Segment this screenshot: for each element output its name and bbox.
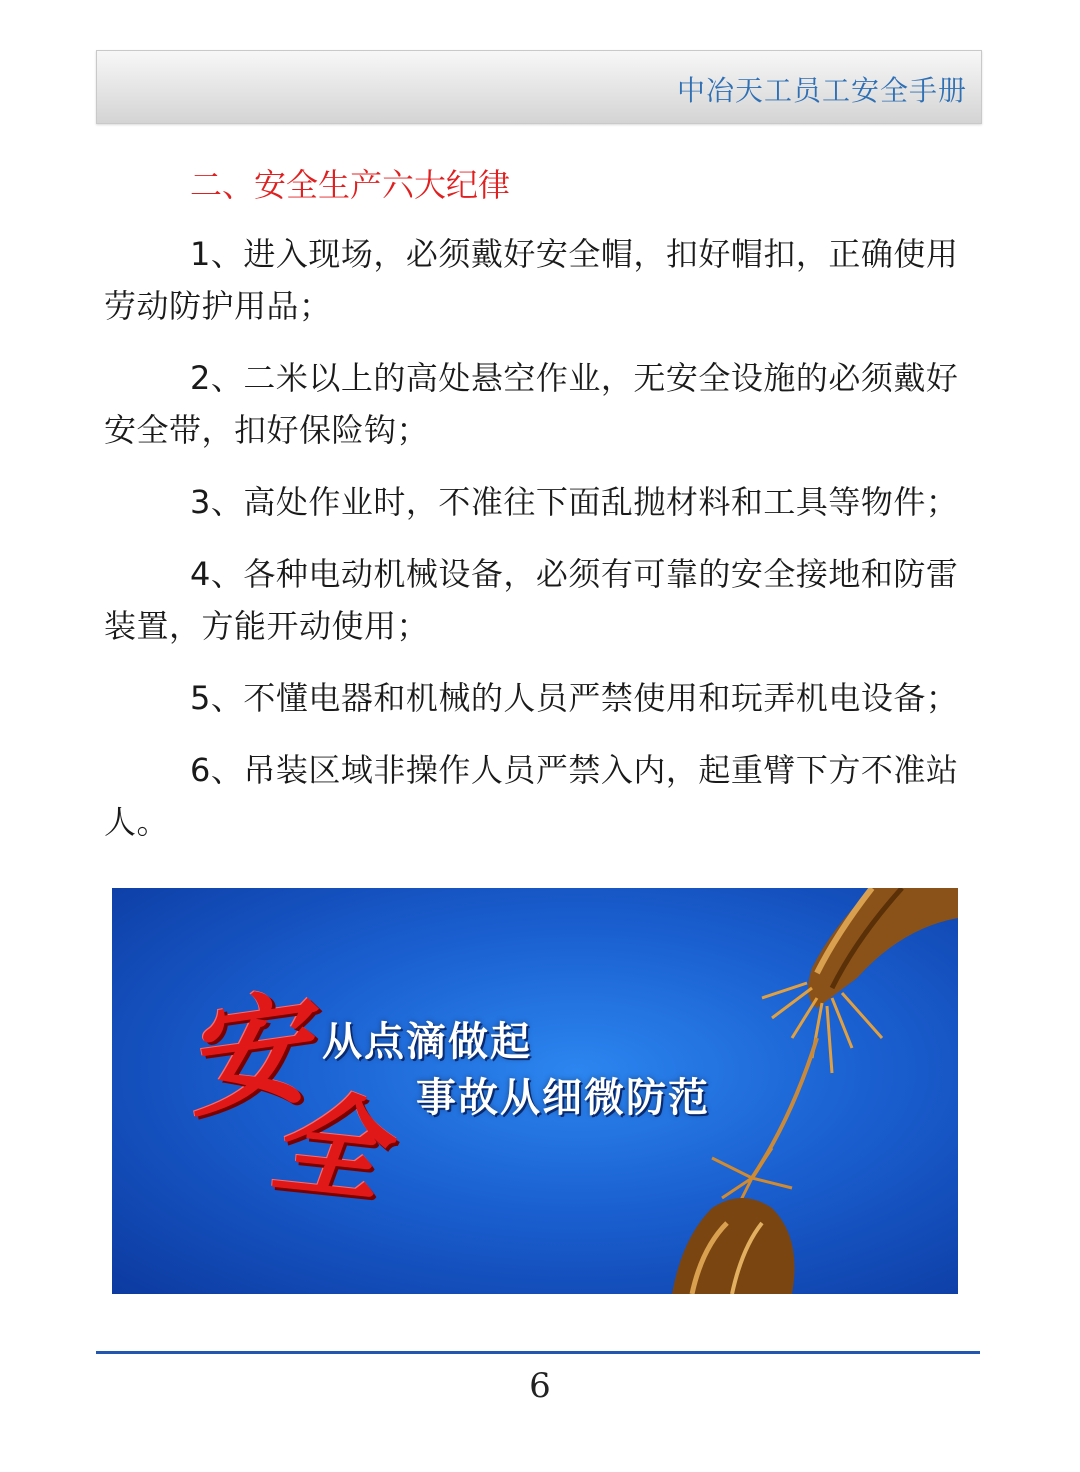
- banner-slogan-line-1: 从点滴做起: [322, 1019, 532, 1065]
- rule-item: 6、吊装区域非操作人员严禁入内，起重臂下方不准站人。: [104, 751, 959, 841]
- footer-divider: [96, 1351, 980, 1354]
- rule-list: [104, 228, 964, 868]
- rule-item: 3、高处作业时，不准往下面乱抛材料和工具等物件；: [190, 483, 959, 521]
- header-title: 中冶天工员工安全手册: [676, 74, 967, 107]
- rule-item: 1、进入现场，必须戴好安全帽，扣好帽扣，正确使用劳动防护用品；: [104, 235, 959, 325]
- banner-char-quan: 全: [264, 1076, 390, 1219]
- rule-item: 5、不懂电器和机械的人员严禁使用和玩弄机电设备；: [190, 679, 959, 717]
- rule-item: 4、各种电动机械设备，必须有可靠的安全接地和防雷装置，方能开动使用；: [104, 555, 959, 645]
- page-number: 6: [529, 1366, 551, 1406]
- banner-slogan-line-2: 事故从细微防范: [416, 1075, 710, 1121]
- header-bar: [96, 50, 982, 124]
- rule-item: 2、二米以上的高处悬空作业，无安全设施的必须戴好安全带，扣好保险钩；: [104, 359, 959, 449]
- safety-banner-image: [112, 888, 958, 1294]
- banner-char-an: 安: [175, 975, 317, 1135]
- section-title: 二、安全生产六大纪律: [190, 166, 511, 204]
